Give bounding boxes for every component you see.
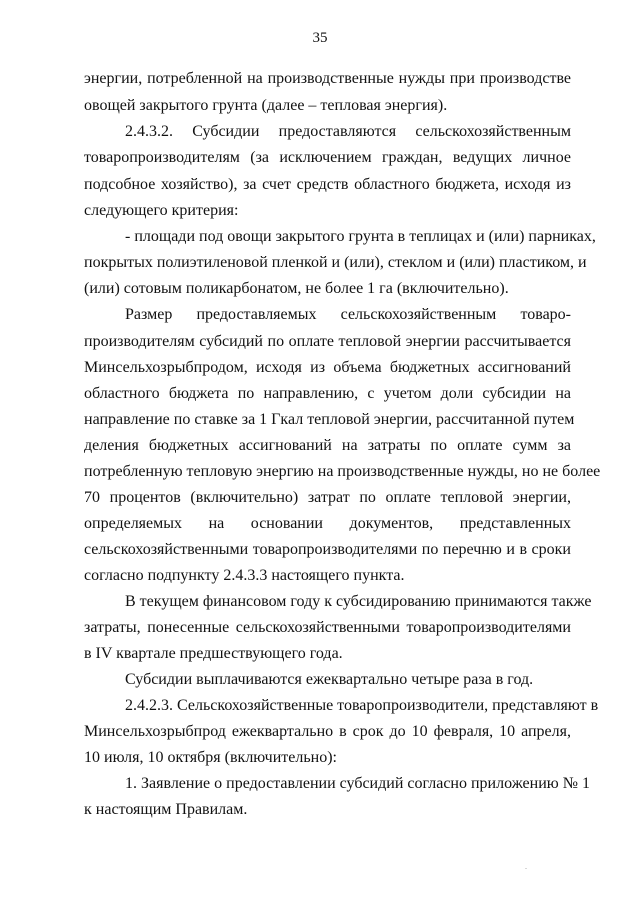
text-line: В текущем финансовом году к субсидированию принимаются также — [125, 593, 592, 610]
text-line: следующего критерия: — [84, 202, 239, 219]
text-line: товаропроизводителям (за исключением граждан, ведущих личное — [84, 149, 571, 166]
text-line: 1. Заявление о предоставлении субсидий согласно приложению № 1 — [125, 775, 590, 792]
text-line: потребленную тепловую энергию на производственные нужды, но не более — [84, 463, 601, 480]
text-line: Минсельхозрыбпродом, исходя из объема бюджетных ассигнований — [84, 359, 571, 376]
text-line: овощей закрытого грунта (далее – тепловая энергия). — [84, 97, 448, 114]
text-line: сельскохозяйственными товаропроизводителями по перечню и в сроки — [84, 541, 571, 558]
text-line: Субсидии выплачиваются ежеквартально четыре раза в год. — [125, 671, 534, 688]
scan-speck: . — [525, 862, 527, 871]
text-line: к настоящим Правилам. — [84, 801, 248, 818]
text-line: в IV квартале предшествующего года. — [84, 645, 343, 662]
text-line: определяемых на основании документов, представленных — [84, 515, 571, 532]
text-line: 2.4.2.3. Сельскохозяйственные товаропроизводители, представляют в — [125, 697, 599, 714]
page-number: 35 — [312, 30, 328, 46]
text-line: направление по ставке за 1 Гкал тепловой энергии, рассчитанной путем — [84, 411, 575, 428]
text-line: 70 процентов (включительно) затрат по оплате тепловой энергии, — [84, 489, 571, 506]
text-line: производителям субсидий по оплате тепловой энергии рассчитывается — [84, 333, 571, 350]
text-line: 2.4.3.2. Субсидии предоставляются сельскохозяйственным — [125, 123, 571, 140]
text-line: Минсельхозрыбпрод ежеквартально в срок до 10 февраля, 10 апреля, — [84, 723, 571, 740]
text-line: областного бюджета по направлению, с учетом доли субсидии на — [84, 385, 571, 402]
text-line: Размер предоставляемых сельскохозяйственным товаро- — [125, 306, 571, 323]
text-line: 10 июля, 10 октября (включительно): — [84, 749, 337, 766]
text-line: покрытых полиэтиленовой пленкой и (или), стеклом и (или) пластиком, и — [84, 254, 587, 271]
text-line: - площади под овощи закрытого грунта в теплицах и (или) парниках, — [125, 228, 596, 245]
text-line: согласно подпункту 2.4.3.3 настоящего пункта. — [84, 567, 405, 584]
text-line: энергии, потребленной на производственные нужды при производстве — [84, 70, 571, 87]
text-line: деления бюджетных ассигнований на затраты по оплате сумм за — [84, 437, 571, 454]
text-line: затраты, понесенные сельскохозяйственными товаропроизводителями — [84, 619, 571, 636]
text-line: (или) сотовым поликарбонатом, не более 1 га (включительно). — [84, 280, 509, 297]
text-line: подсобное хозяйство), за счет средств областного бюджета, исходя из — [84, 176, 571, 193]
